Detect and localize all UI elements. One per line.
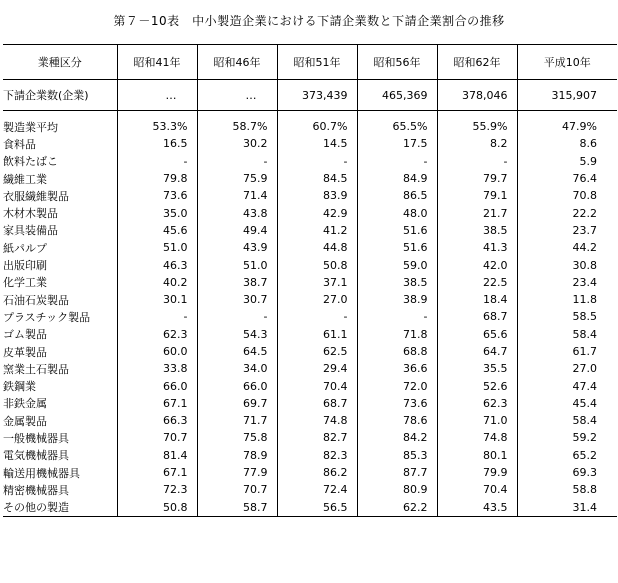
cell: 66.3 [117, 412, 197, 429]
cell: - [117, 153, 197, 170]
cell: 45.4 [572, 396, 597, 410]
header-year: 昭和41年 [117, 45, 197, 80]
cell: 79.9 [437, 464, 517, 481]
table-row [3, 308, 617, 325]
table-title: 第７－10表 中小製造企業における下請企業数と下請企業割合の推移 [113, 14, 505, 28]
header-year: 平成10年 [517, 45, 617, 80]
row-label: 輸送用機械器具 [3, 464, 117, 481]
cell: 71.8 [357, 326, 437, 343]
cell: 74.8 [277, 412, 357, 429]
cell: 72.4 [277, 481, 357, 498]
cell: 79.8 [117, 170, 197, 187]
cell: 58.4 [572, 327, 597, 341]
cell: 59.0 [357, 256, 437, 273]
cell: 43.5 [437, 499, 517, 517]
cell: 41.2 [277, 222, 357, 239]
cell: 74.8 [437, 429, 517, 446]
cell: 68.8 [357, 343, 437, 360]
cell: 58.4 [572, 414, 597, 428]
cell: 44.2 [572, 241, 597, 255]
cell: 27.0 [277, 291, 357, 308]
row-label: 石油石炭製品 [3, 291, 117, 308]
cell: 66.0 [197, 377, 277, 394]
row-label: 繊維工業 [3, 170, 117, 187]
table-row [3, 204, 617, 221]
cell: 71.4 [197, 187, 277, 204]
cell: … [117, 80, 197, 111]
cell: 82.7 [277, 429, 357, 446]
cell: 47.9% [562, 120, 597, 134]
row-label: 窯業土石製品 [3, 360, 117, 377]
cell: 56.5 [277, 499, 357, 517]
table-row [3, 412, 617, 429]
header-year: 昭和46年 [197, 45, 277, 80]
cell: 51.6 [357, 222, 437, 239]
cell: 62.5 [277, 343, 357, 360]
cell: 27.0 [572, 362, 597, 376]
cell: 60.0 [117, 343, 197, 360]
table-row [3, 222, 617, 239]
cell: 77.9 [197, 464, 277, 481]
cell: 66.0 [117, 377, 197, 394]
cell: 62.3 [437, 395, 517, 412]
cell: 72.3 [117, 481, 197, 498]
cell: 44.8 [277, 239, 357, 256]
cell: 65.6 [437, 326, 517, 343]
cell: 84.9 [357, 170, 437, 187]
row-label: 家具装備品 [3, 222, 117, 239]
header-year: 昭和62年 [437, 45, 517, 80]
cell: 60.7% [277, 118, 357, 135]
cell: 29.4 [277, 360, 357, 377]
cell: 72.0 [357, 377, 437, 394]
cell: 43.9 [197, 239, 277, 256]
cell: 84.5 [277, 170, 357, 187]
cell: 70.4 [277, 377, 357, 394]
row-label: 木材木製品 [3, 204, 117, 221]
cell: 67.1 [117, 395, 197, 412]
cell: 58.7% [197, 118, 277, 135]
row-label: 化学工業 [3, 274, 117, 291]
table-row [3, 481, 617, 498]
cell: 51.0 [197, 256, 277, 273]
cell: 48.0 [357, 204, 437, 221]
cell: 70.7 [117, 429, 197, 446]
cell: 42.0 [437, 256, 517, 273]
cell: 71.7 [197, 412, 277, 429]
cell: - [117, 308, 197, 325]
row-label: 金属製品 [3, 412, 117, 429]
cell: 65.5% [357, 118, 437, 135]
cell: - [197, 308, 277, 325]
cell: 51.6 [357, 239, 437, 256]
cell: 23.7 [572, 223, 597, 237]
cell: 51.0 [117, 239, 197, 256]
cell: 70.7 [197, 481, 277, 498]
table-row [3, 343, 617, 360]
cell: 81.4 [117, 447, 197, 464]
cell: - [197, 153, 277, 170]
cell: 31.4 [517, 499, 617, 517]
cell: 73.6 [117, 187, 197, 204]
header-year: 昭和56年 [357, 45, 437, 80]
cell: 86.5 [357, 187, 437, 204]
cell: 55.9% [437, 118, 517, 135]
cell: 61.7 [572, 345, 597, 358]
header-row [3, 45, 617, 80]
cell: - [277, 308, 357, 325]
table-row [3, 153, 617, 170]
header-year: 昭和51年 [277, 45, 357, 80]
header-label: 業種区分 [3, 45, 117, 80]
cell: 67.1 [117, 464, 197, 481]
cell: 65.2 [572, 448, 597, 462]
cell: 68.7 [277, 395, 357, 412]
cell: 35.0 [117, 204, 197, 221]
cell: 52.6 [437, 377, 517, 394]
cell: 11.8 [572, 293, 597, 307]
cell: 62.3 [117, 326, 197, 343]
cell: 38.9 [357, 291, 437, 308]
row-label: 非鉄金属 [3, 395, 117, 412]
subcontract-table [3, 44, 617, 517]
cell: 86.2 [277, 464, 357, 481]
cell: 30.8 [572, 258, 597, 272]
cell: 17.5 [357, 135, 437, 152]
cell: 465,369 [357, 80, 437, 111]
table-row [3, 135, 617, 152]
table-row [3, 170, 617, 187]
row-label: 皮革製品 [3, 343, 117, 360]
cell: 70.8 [572, 189, 597, 203]
cell: 79.7 [437, 170, 517, 187]
cell: - [357, 308, 437, 325]
row-label: 飲料たばこ [3, 153, 117, 170]
row-label: 一般機械器具 [3, 429, 117, 446]
cell: 36.6 [357, 360, 437, 377]
cell: 79.1 [437, 187, 517, 204]
cell: 80.9 [357, 481, 437, 498]
cell: 62.2 [357, 499, 437, 517]
table-row [3, 499, 617, 517]
cell: 84.2 [357, 429, 437, 446]
subcontract-count-row [3, 80, 617, 111]
cell: 50.8 [117, 499, 197, 517]
cell: - [277, 153, 357, 170]
cell: 78.9 [197, 447, 277, 464]
cell: 45.6 [117, 222, 197, 239]
row-label: 電気機械器具 [3, 447, 117, 464]
row-label: 出版印刷 [3, 256, 117, 273]
cell: 38.5 [437, 222, 517, 239]
cell: 33.8 [117, 360, 197, 377]
cell: 75.9 [197, 170, 277, 187]
table-row [3, 447, 617, 464]
cell: 16.5 [117, 135, 197, 152]
cell: 58.7 [197, 499, 277, 517]
cell: 85.3 [357, 447, 437, 464]
cell: 70.4 [437, 481, 517, 498]
cell: 42.9 [277, 204, 357, 221]
cell: 73.6 [357, 395, 437, 412]
cell: 64.5 [197, 343, 277, 360]
cell: 69.3 [572, 466, 597, 480]
cell: 71.0 [437, 412, 517, 429]
row-label: 製造業平均 [3, 118, 117, 135]
cell: 40.2 [117, 274, 197, 291]
table-row [3, 118, 617, 135]
cell: 78.6 [357, 412, 437, 429]
cell: - [437, 153, 517, 170]
cell: 8.6 [579, 137, 597, 151]
cell: 8.2 [437, 135, 517, 152]
cell: 50.8 [277, 256, 357, 273]
table-row [3, 395, 617, 412]
cell: 373,439 [277, 80, 357, 111]
cell: … [197, 80, 277, 111]
table-row [3, 291, 617, 308]
cell: 38.5 [357, 274, 437, 291]
cell: 61.1 [277, 326, 357, 343]
cell: 75.8 [197, 429, 277, 446]
cell: 46.3 [117, 256, 197, 273]
cell: 18.4 [437, 291, 517, 308]
table-row [3, 464, 617, 481]
cell: 76.4 [572, 172, 597, 186]
cell: 68.7 [437, 308, 517, 325]
cell: 69.7 [197, 395, 277, 412]
cell: 22.2 [572, 206, 597, 220]
cell: 37.1 [277, 274, 357, 291]
cell: 49.4 [197, 222, 277, 239]
cell: 80.1 [437, 447, 517, 464]
table-row [3, 256, 617, 273]
cell: 43.8 [197, 204, 277, 221]
cell: 5.9 [579, 154, 597, 168]
cell: 30.7 [197, 291, 277, 308]
cell: 21.7 [437, 204, 517, 221]
row-label: プラスチック製品 [3, 308, 117, 325]
table-row [3, 187, 617, 204]
row-label: 食料品 [3, 135, 117, 152]
cell: 53.3% [117, 118, 197, 135]
cell: 54.3 [197, 326, 277, 343]
cell: 22.5 [437, 274, 517, 291]
cell: 58.5 [572, 310, 597, 324]
table-row [3, 274, 617, 291]
cell: - [357, 153, 437, 170]
cell: 378,046 [437, 80, 517, 111]
row-label: 紙パルプ [3, 239, 117, 256]
table-row [3, 429, 617, 446]
cell: 34.0 [197, 360, 277, 377]
cell: 38.7 [197, 274, 277, 291]
row-label: 精密機械器具 [3, 481, 117, 498]
cell: 82.3 [277, 447, 357, 464]
cell: 83.9 [277, 187, 357, 204]
cell: 30.1 [117, 291, 197, 308]
table-row [3, 377, 617, 394]
cell: 59.2 [572, 431, 597, 445]
row-label: 鉄鋼業 [3, 377, 117, 394]
table-row [3, 360, 617, 377]
cell: 87.7 [357, 464, 437, 481]
cell: 47.4 [572, 379, 597, 393]
row-label: ゴム製品 [3, 326, 117, 343]
cell: 58.8 [572, 483, 597, 497]
cell: 35.5 [437, 360, 517, 377]
cell: 315,907 [517, 80, 617, 111]
table-row [3, 239, 617, 256]
row-label: 衣服繊維製品 [3, 187, 117, 204]
cell: 14.5 [277, 135, 357, 152]
cell: 64.7 [437, 343, 517, 360]
row-label: その他の製造 [3, 499, 117, 517]
cell: 41.3 [437, 239, 517, 256]
row-label: 下請企業数(企業) [3, 80, 117, 111]
table-row [3, 326, 617, 343]
spacer-row [3, 111, 617, 119]
cell: 30.2 [197, 135, 277, 152]
cell: 23.4 [572, 275, 597, 289]
